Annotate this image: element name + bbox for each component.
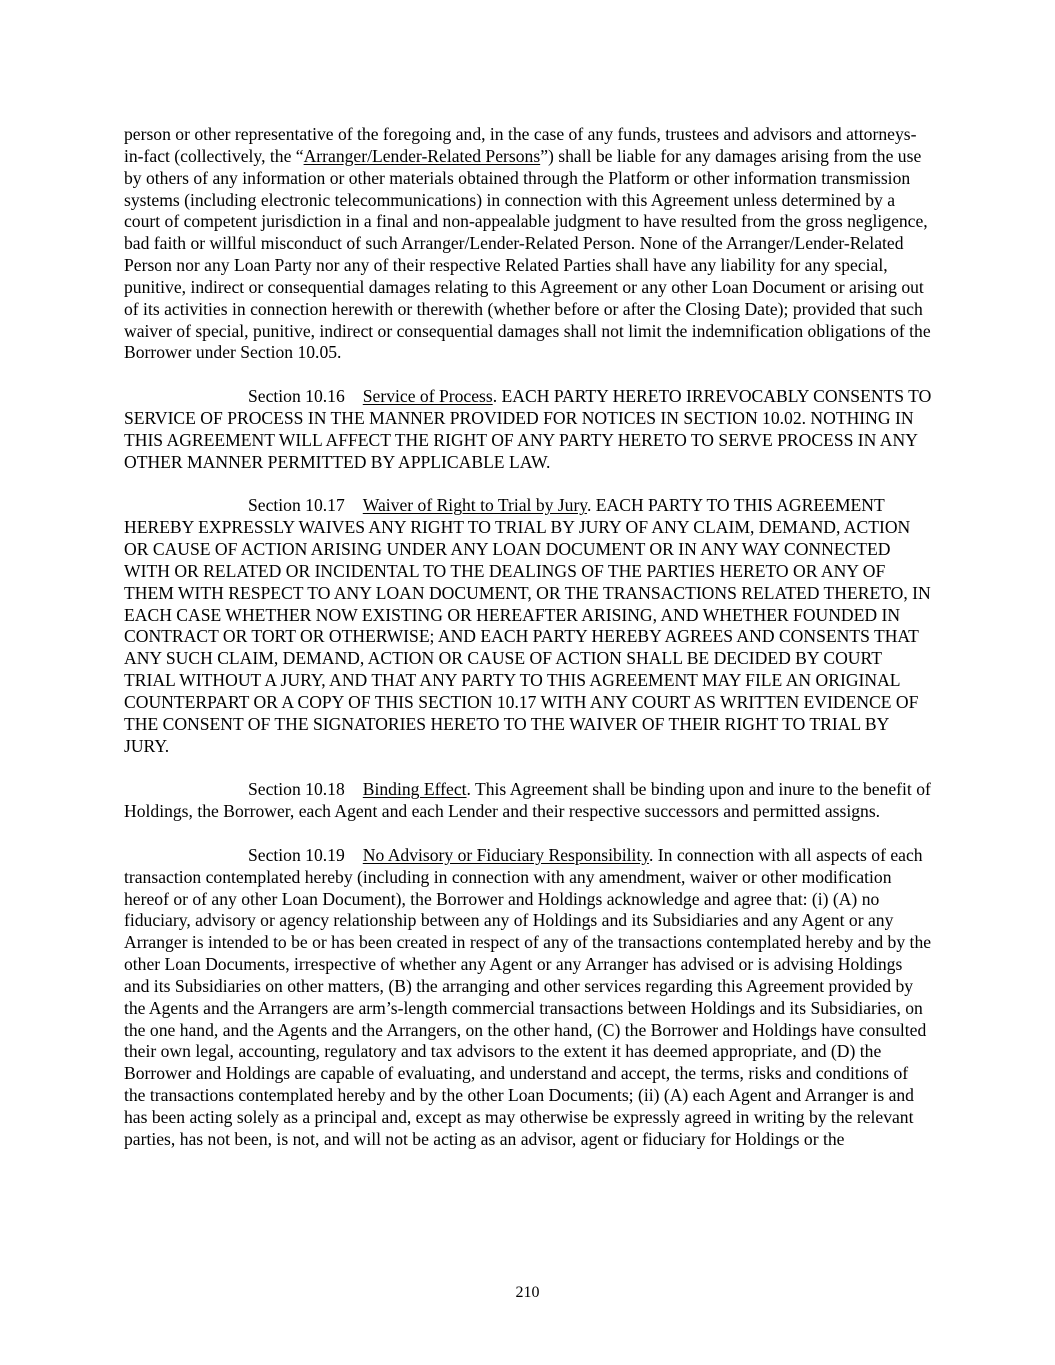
section-body: . EACH PARTY TO THIS AGREEMENT HEREBY EXPRESSLY WAIVES ANY RIGHT TO TRIAL BY JURY OF ANY CLAIM, DEMAND, ACTION OR CAUSE OF ACTION ARISING UNDER ANY LOAN DOCUMENT OR IN ANY WAY CONNECTED WITH OR RELATED OR INCIDENTAL TO THE DEALINGS OF THE PARTIES HERETO OR ANY OF THEM WITH RESPECT TO ANY LOAN DOCUMENT, OR THE TRANSACTIONS RELATED THERETO, IN EACH CASE WHETHER NOW EXISTING OR HEREAFTER ARISING, AND WHETHER FOUNDED IN CONTRACT OR TORT OR OTHERWISE; AND EACH PARTY HEREBY AGREES AND CONSENTS THAT ANY SUCH CLAIM, DEMAND, ACTION OR CAUSE OF ACTION SHALL BE DECIDED BY COURT TRIAL WITHOUT A JURY, AND THAT ANY PARTY TO THIS AGREEMENT MAY FILE AN ORIGINAL COUNTERPART OR A COPY OF THIS SECTION 10.17 WITH ANY COURT AS WRITTEN EVIDENCE OF THE CONSENT OF THE SIGNATORIES HERETO TO THE WAIVER OF THEIR RIGHT TO TRIAL BY JURY. <box>124 495 931 756</box>
section-10-18-paragraph <box>124 779 932 823</box>
section-10-19-paragraph <box>124 845 932 1151</box>
section-number: Section 10.16 <box>248 386 345 407</box>
section-title: No Advisory or Fiduciary Responsibility <box>362 844 649 865</box>
intro-text-start: person or other representative of the foregoing and, in the case of any funds, trustees and advisors and attorneys-in-fact (collectively, the “ <box>124 124 917 166</box>
section-body: . In connection with all aspects of each transaction contemplated hereby (including in connection with any amendment, waiver or other modification hereof or of any other Loan Document), the Borrower and Holdings acknowledge and agree that: (i) (A) no fiduciary, advisory or agency relationship between any of Holdings and its Subsidiaries and any Agent or any Arranger is intended to be or has been created in respect of any of the transactions contemplated hereby and by the other Loan Documents, irrespective of whether any Agent or any Arranger has advised or is advising Holdings and its Subsidiaries on other matters, (B) the arranging and other services regarding this Agreement provided by the Agents and the Arrangers are arm’s-length commercial transactions between Holdings and its Subsidiaries, on the one hand, and the Agents and the Arrangers, on the other hand, (C) the Borrower and Holdings have consulted their own legal, accounting, regulatory and tax advisors to the extent it has deemed appropriate, and (D) the Borrower and Holdings are capable of evaluating, and understand and accept, the terms, risks and conditions of the transactions contemplated hereby and by the other Loan Documents; (ii) (A) each Agent and Arranger is and has been acting solely as a principal and, except as may otherwise be expressly agreed in writing by the relevant parties, has not been, is not, and will not be acting as an advisor, agent or fiduciary for Holdings or the <box>124 844 932 1149</box>
page-number: 210 <box>515 1284 540 1301</box>
section-10-17-paragraph <box>124 495 932 757</box>
section-number: Section 10.17 <box>248 495 345 516</box>
document-page <box>124 124 932 1173</box>
defined-term-arranger-lender-related-persons: Arranger/Lender-Related Persons <box>303 145 541 166</box>
section-title: Binding Effect <box>362 779 467 800</box>
section-title: Service of Process <box>362 386 493 407</box>
intro-text-end: ”) shall be liable for any damages arising from the use by others of any information or other materials obtained through the Platform or other information transmission systems (including electronic telecommunications) in connection with this Agreement unless determined by a court of competent jurisdiction in a final and non-appealable judgment to have resulted from the gross negligence, bad faith or willful misconduct of such Arranger/Lender-Related Person. None of the Arranger/Lender-Related Person nor any Loan Party nor any of their respective Related Parties shall have any liability for any special, punitive, indirect or consequential damages relating to this Agreement or any other Loan Document or arising out of its activities in connection herewith or therewith (whether before or after the Closing Date); provided that such waiver of special, punitive, indirect or consequential damages shall not limit the indemnification obligations of the Borrower under Section 10.05. <box>124 145 931 363</box>
section-title: Waiver of Right to Trial by Jury <box>362 495 587 516</box>
section-number: Section 10.18 <box>248 779 345 800</box>
section-body: . EACH PARTY HERETO IRREVOCABLY CONSENTS TO SERVICE OF PROCESS IN THE MANNER PROVIDED FOR NOTICES IN SECTION 10.02. NOTHING IN THIS AGREEMENT WILL AFFECT THE RIGHT OF ANY PARTY HERETO TO SERVE PROCESS IN ANY OTHER MANNER PERMITTED BY APPLICABLE LAW. <box>124 386 932 472</box>
intro-paragraph <box>124 124 932 364</box>
section-body: . This Agreement shall be binding upon and inure to the benefit of Holdings, the Borrower, each Agent and each Lender and their respective successors and permitted assigns. <box>124 779 931 822</box>
section-10-16-paragraph <box>124 386 932 473</box>
section-number: Section 10.19 <box>248 844 345 865</box>
